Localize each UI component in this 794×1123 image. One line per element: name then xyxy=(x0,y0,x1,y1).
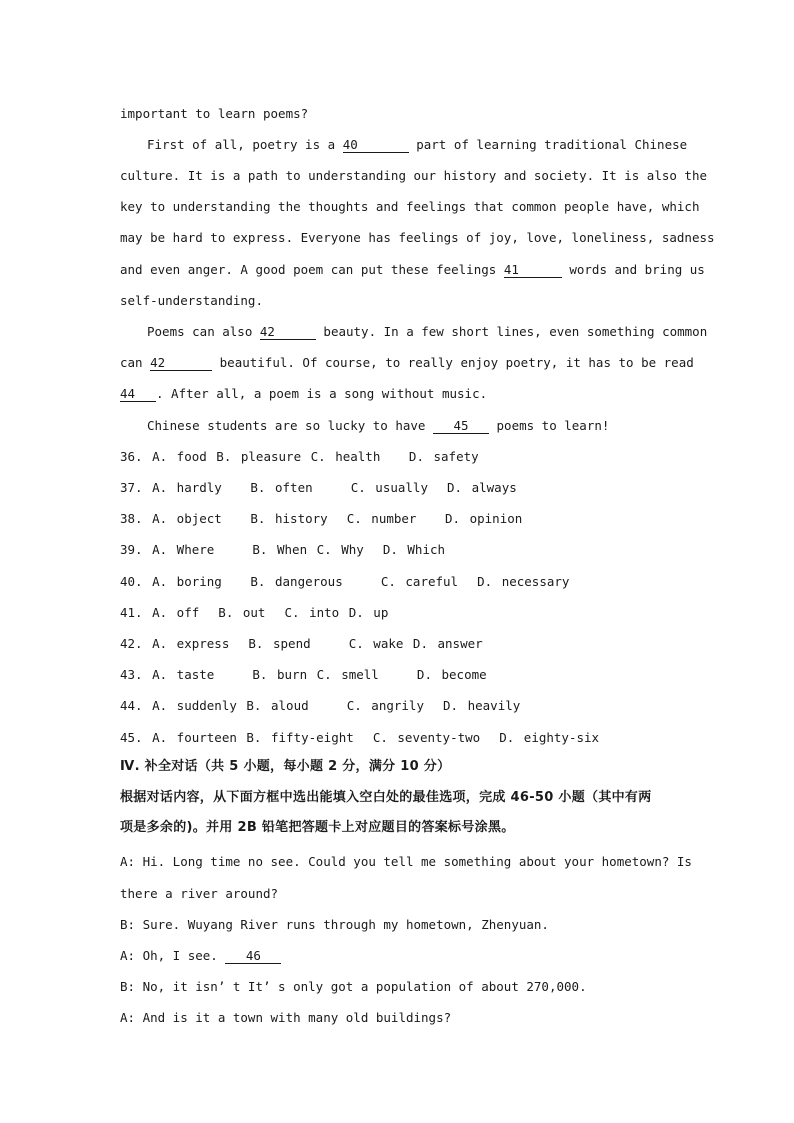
blank-41: 41 xyxy=(504,262,562,278)
option-line: 38. A. object B. history C. number D. opinion xyxy=(120,511,523,526)
option-line: 36. A. food B. pleasure C. health D. safety xyxy=(120,449,479,464)
blank-45: 45 xyxy=(433,418,489,434)
passage-line: First of all, poetry is a 40 part of learning traditional Chinese xyxy=(147,137,688,152)
passage-line: Poems can also 42 beauty. In a few short lines, even something common xyxy=(147,324,708,339)
passage-line: can 42 beautiful. Of course, to really enjoy poetry, it has to be read xyxy=(120,355,694,370)
passage-line: key to understanding the thoughts and feelings that common people have, which xyxy=(120,199,700,214)
option-line: 45. A. fourteen B. fifty-eight C. seventy-two D. eighty-six xyxy=(120,730,600,745)
dialogue-line: B: No, it isn’ t It’ s only got a population of about 270,000. xyxy=(120,979,587,994)
dialogue-line: A: Hi. Long time no see. Could you tell me something about your hometown? Is xyxy=(120,854,692,869)
option-line: 37. A. hardly B. often C. usually D. always xyxy=(120,480,517,495)
dialogue-line: B: Sure. Wuyang River runs through my hometown, Zhenyuan. xyxy=(120,917,549,932)
blank-42: 42 xyxy=(260,324,316,340)
option-line: 39. A. Where B. When C. Why D. Which xyxy=(120,542,446,557)
passage-line: Chinese students are so lucky to have 45 poems to learn! xyxy=(147,418,610,433)
option-line: 44. A. suddenly B. aloud C. angrily D. heavily xyxy=(120,698,521,713)
dialogue-line: A: Oh, I see. 46 xyxy=(120,946,674,966)
blank-40: 40 xyxy=(343,137,409,153)
passage-line: self-understanding. xyxy=(120,293,263,308)
passage-line: culture. It is a path to understanding our history and society. It is also the xyxy=(120,168,707,183)
section-instructions: 项是多余的)。并用 2B 铅笔把答题卡上对应题目的答案标号涂黑。 xyxy=(120,820,515,835)
passage-line: 44 . After all, a poem is a song without music. xyxy=(120,386,488,401)
section-title: Ⅳ. 补全对话（共 5 小题，每小题 2 分，满分 10 分） xyxy=(120,759,451,774)
option-line: 41. A. off B. out C. into D. up xyxy=(120,605,389,620)
blank-44: 44 xyxy=(120,386,156,402)
option-line: 43. A. taste B. burn C. smell D. become xyxy=(120,667,487,682)
section-instructions: 根据对话内容，从下面方框中选出能填入空白处的最佳选项，完成 46-50 小题（其中有两 xyxy=(120,790,652,805)
option-line: 42. A. express B. spend C. wake D. answer xyxy=(120,636,483,651)
passage-line: and even anger. A good poem can put these feelings 41 words and bring us xyxy=(120,262,705,277)
option-line: 40. A. boring B. dangerous C. careful D. necessary xyxy=(120,574,570,589)
blank-46: 46 xyxy=(225,948,281,964)
passage-line: may be hard to express. Everyone has feelings of joy, love, loneliness, sadness xyxy=(120,230,715,245)
dialogue-line: there a river around? xyxy=(120,886,279,901)
dialogue-line: A: And is it a town with many old buildings? xyxy=(120,1010,452,1025)
passage-line: important to learn poems? xyxy=(120,106,309,121)
blank-42: 42 xyxy=(150,355,212,371)
